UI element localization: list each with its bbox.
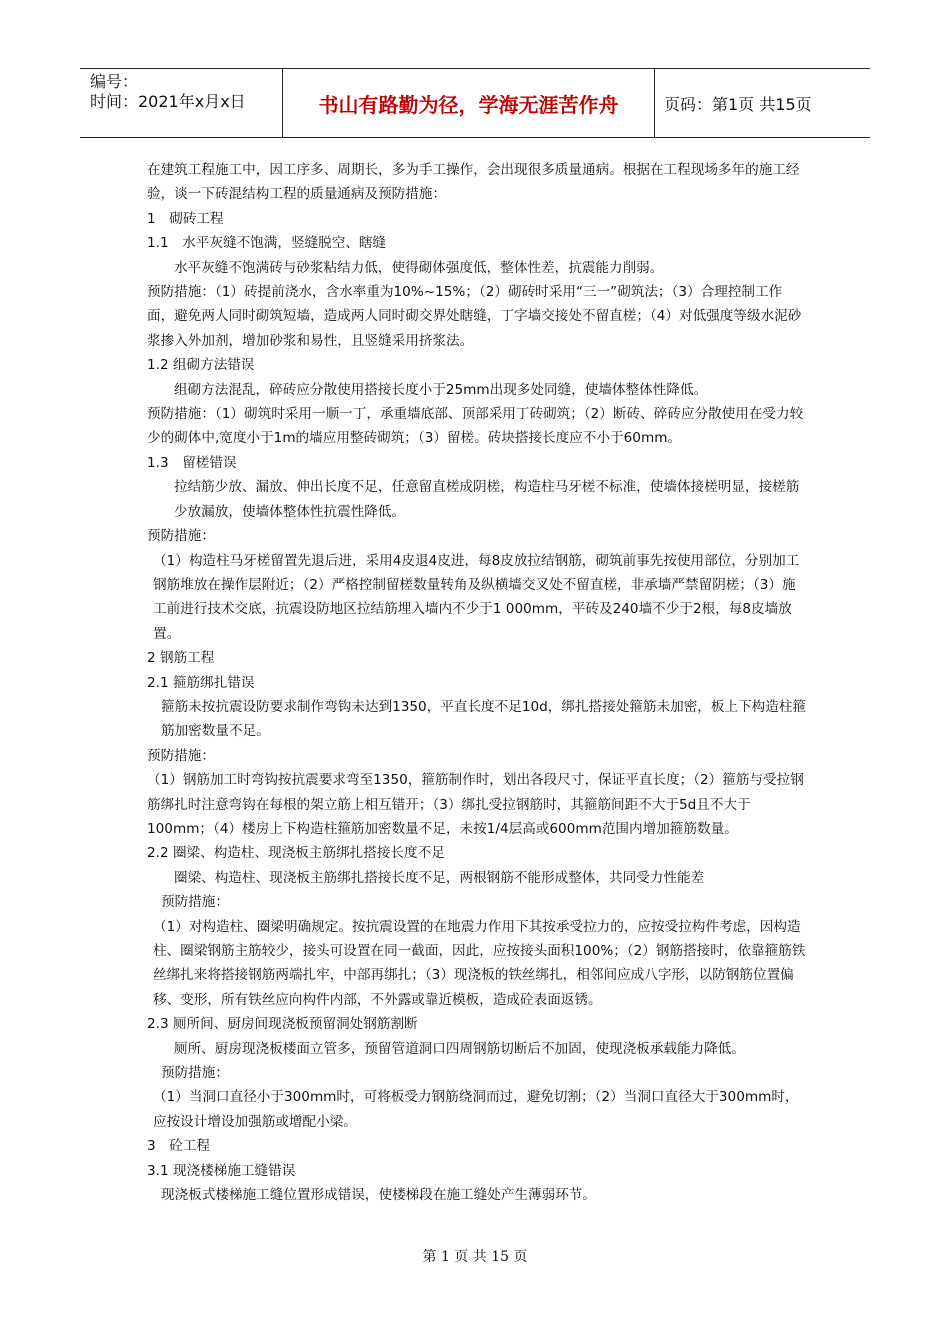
prevention-label: 预防措施： bbox=[147, 747, 215, 764]
body-paragraph: （1）当洞口直径小于300mm时，可将板受力钢筋绕洞而过，避免切割；（2）当洞口直径大于300mm时，应按设计增设加强筋或增配小梁。 bbox=[153, 1089, 799, 1130]
subsection-heading: 3.1 现浇楼梯施工缝错误 bbox=[147, 1162, 296, 1179]
subsection-heading: 2.1 箍筋绑扎错误 bbox=[147, 674, 255, 691]
prevention-label: 预防措施： bbox=[161, 1065, 229, 1082]
prevention-label: 预防措施： bbox=[147, 528, 215, 545]
header-divider bbox=[654, 69, 655, 137]
body-paragraph: 箍筋未按抗震设防要求制作弯钩未达到1350，平直长度不足10d，绑扎搭接处箍筋未加密，板上下构造柱箍筋加密数量不足。 bbox=[161, 698, 807, 740]
document-body bbox=[147, 158, 809, 1207]
subsection-heading: 2.3 厕所间、厨房间现浇板预留洞处钢筋割断 bbox=[147, 1016, 418, 1033]
intro-paragraph: 在建筑工程施工中，因工序多、周期长，多为手工操作，会出现很多质量通病。根据在工程现场多年的施工经验，谈一下砖混结构工程的质量通病及预防措施： bbox=[147, 162, 800, 203]
section-heading: 2 钢筋工程 bbox=[147, 650, 215, 667]
body-paragraph: 预防措施：（1）砌筑时采用一顺一丁，承重墙底部、顶部采用丁砖砌筑；（2）断砖、碎砖应分散使用在受力较少的砌体中,宽度小于1m的墙应用整砖砌筑；（3）留槎。砖块搭接长度应不小于60mm。 bbox=[147, 406, 804, 447]
subsection-heading: 2.2 圈梁、构造柱、现浇板主筋绑扎搭接长度不足 bbox=[147, 845, 445, 862]
subsection-heading: 1.1 水平灰缝不饱满，竖缝脱空、瞎缝 bbox=[147, 235, 387, 252]
section-heading: 1 砌砖工程 bbox=[147, 210, 224, 227]
body-paragraph: 圈梁、构造柱、现浇板主筋绑扎搭接长度不足，两根钢筋不能形成整体，共同受力性能差 bbox=[174, 869, 705, 886]
body-paragraph: 组砌方法混乱，碎砖应分散使用搭接长度小于25mm出现多处同缝，使墙体整体性降低。 bbox=[174, 381, 708, 398]
body-paragraph: 拉结筋少放、漏放、伸出长度不足，任意留直槎成阴槎，构造柱马牙槎不标准，使墙体接槎明显，接槎筋少放漏放，使墙体整体性抗震性降低。 bbox=[174, 479, 800, 520]
body-paragraph: （1）钢筋加工时弯钩按抗震要求弯至1350，箍筋制作时，划出各段尺寸，保证平直长度；（2）箍筋与受拉钢筋绑扎时注意弯钩在每根的架立筋上相互错开；（3）绑扎受拉钢筋时，其箍筋间距不大于5d且不大于100mm；（4）楼房上下构造柱箍筋加密数量不足，未按1/4层高或600mm范围内增加箍筋数量。 bbox=[147, 772, 804, 837]
subsection-heading: 1.3 留槎错误 bbox=[147, 454, 237, 471]
header-date: 时间：2021年x月x日 bbox=[90, 92, 246, 111]
header-motto: 书山有路勤为径，学海无涯苦作舟 bbox=[318, 92, 619, 117]
page-footer: 第 1 页 共 15 页 bbox=[422, 1249, 528, 1265]
prevention-label: 预防措施： bbox=[161, 894, 229, 911]
document-header bbox=[80, 68, 870, 138]
body-paragraph: 预防措施：（1）砖提前浇水，含水率重为10%~15%；（2）砌砖时采用“三一”砌筑法；（3）合理控制工作面，避免两人同时砌筑短墙，造成两人同时砌交界处瞎缝，丁字墙交接处不留直槎；（4）对低强度等级水泥砂浆掺入外加剂，增加砂浆和易性，且竖缝采用挤浆法。 bbox=[147, 284, 802, 349]
body-paragraph: （1）对构造柱、圈梁明确规定。按抗震设置的在地震力作用下其按承受拉力的，应按受拉构件考虑，因构造柱、圈梁钢筋主筋较少，接头可设置在同一截面，因此，应按接头面积100%；（2）钢筋搭接时，依靠箍筋铁丝绑扎来将搭接钢筋两端扎牢，中部再绑扎；（3）现浇板的铁丝绑扎，相邻间应成八字形，以防钢筋位置偏移、变形，所有铁丝应向构件内部，不外露或靠近模板，造成砼表面返锈。 bbox=[153, 918, 806, 1008]
section-heading: 3 砼工程 bbox=[147, 1138, 211, 1155]
header-number: 编号： bbox=[90, 72, 139, 91]
header-info bbox=[90, 72, 246, 112]
subsection-heading: 1.2 组砌方法错误 bbox=[147, 357, 255, 374]
body-paragraph: （1）构造柱马牙槎留置先退后进，采用4皮退4皮进，每8皮放拉结钢筋，砌筑前事先按使用部位，分别加工钢筋堆放在操作层附近；（2）严格控制留槎数量转角及纵横墙交叉处不留直槎，非承墙严禁留阴槎；（3）施工前进行技术交底，抗震设防地区拉结筋埋入墙内不少于1 000mm，平砖及240墙不少于2根，每8皮墙放置。 bbox=[153, 552, 800, 642]
body-paragraph: 现浇板式楼梯施工缝位置形成错误，使楼梯段在施工缝处产生薄弱环节。 bbox=[161, 1187, 596, 1204]
header-page-number: 页码：第1页 共15页 bbox=[664, 94, 812, 114]
body-paragraph: 厕所、厨房现浇板楼面立管多，预留管道洞口四周钢筋切断后不加固，使现浇板承载能力降低。 bbox=[174, 1040, 745, 1057]
body-paragraph: 水平灰缝不饱满砖与砂浆粘结力低，使得砌体强度低，整体性差，抗震能力削弱。 bbox=[174, 259, 664, 276]
